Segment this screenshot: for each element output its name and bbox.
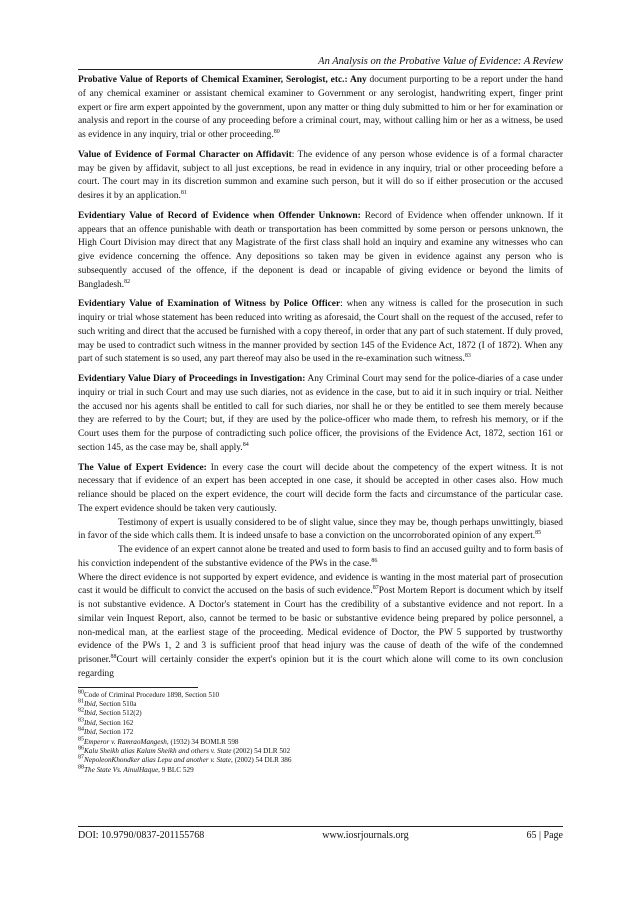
footnote-ref[interactable]: 81 bbox=[180, 189, 187, 196]
paragraph-expert-alone bbox=[78, 544, 563, 572]
footnote-number: 81 bbox=[78, 698, 84, 705]
footnote-ref[interactable]: 84 bbox=[242, 441, 249, 448]
footnote-ref[interactable]: 86 bbox=[371, 557, 378, 564]
paragraph-text: : The evidence of any person whose evidence is of a formal character may be given by affidavit, subject to all just exceptions, be read in evidence in any inquiry, trial or other proceeding before a court. The court may in its discretion summon and examine such person, but it will do so if either prosecution or the accused desires it by an application. bbox=[78, 149, 563, 201]
footnote-number: 87 bbox=[78, 754, 84, 761]
footnote-item bbox=[78, 756, 563, 765]
footnote-item bbox=[78, 728, 563, 737]
footnote-ref[interactable]: 80 bbox=[273, 128, 280, 135]
footnote-text: , (1932) 34 BOMLR 598 bbox=[166, 737, 239, 746]
section-heading: Probative Value of Reports of Chemical Examiner, Serologist, etc.: Any bbox=[78, 75, 367, 85]
footnote-item bbox=[78, 700, 563, 709]
footnote-ref[interactable]: 87 bbox=[372, 585, 379, 592]
footnote-ref[interactable]: 82 bbox=[124, 278, 131, 285]
paragraph-offender-unknown bbox=[78, 210, 563, 293]
section-heading: Value of Evidence of Formal Character on Affidavit bbox=[78, 149, 292, 160]
footnote-number: 82 bbox=[78, 707, 84, 714]
section-heading: The Value of Expert Evidence: bbox=[78, 462, 207, 473]
footnote-number: 85 bbox=[78, 736, 84, 743]
footnote-text: , 9 BLC 529 bbox=[158, 765, 194, 774]
paragraph-text: : when any witness is called for the prosecution in such inquiry or trial whose statement has been reduced into writing as aforesaid, the Court shall on the request of the accused, refer to such writing and direct that the accused be furnished with a copy thereof, in order that any part of such statement. If duly proved, may be used to contradict such witness in the manner provided by section 145 of the Evidence Act, 1872 (I of 1872). When any part of such statement is so used, any part thereof may also be used in the re-examination such witness. bbox=[78, 299, 563, 365]
footnote-case: Ibid bbox=[84, 699, 96, 708]
running-header: An Analysis on the Probative Value of Evidence: A Review bbox=[78, 56, 563, 70]
footnote-ref[interactable]: 85 bbox=[535, 530, 542, 537]
footnote-ref[interactable]: 83 bbox=[464, 353, 471, 360]
paragraph-chemical-examiner bbox=[78, 74, 563, 143]
footnote-text: , (2002) 54 DLR 386 bbox=[231, 756, 292, 765]
journal-link[interactable]: www.iosrjournals.org bbox=[322, 830, 409, 841]
paragraph-text: Any Criminal Court may send for the police-diaries of a case under inquiry or trial in such Court and may use such diaries, not as evidence in the case, but to aid it in such inquiry or trial. Neither the accused nor his agents shall be entitled to call for such diaries, nor shall he or they be entitled to see them merely because they are referred to by the Court; but, if they are used by the police-officer who made them, to refresh his memory, or if the Court uses them for the purpose of contradicting such police officer, the provisions of the Evidence Act, 1872, section 161 or section 145, as the case may be, shall apply. bbox=[78, 374, 563, 453]
section-heading: Evidentiary Value of Record of Evidence when Offender Unknown: bbox=[78, 210, 361, 221]
footnote-text: (2002) 54 DLR 502 bbox=[231, 746, 291, 755]
footnote-list bbox=[78, 691, 563, 776]
paragraph-text: Where the direct evidence is not supported by expert evidence, and evidence is wanting in the most material part of prosecution cast it would be difficult to convict the accused on the basis of such evidence. bbox=[78, 572, 563, 597]
footnote-text: , Section 512(2) bbox=[95, 709, 142, 718]
footnote-item bbox=[78, 709, 563, 718]
footnote-text: , Section 162 bbox=[95, 718, 134, 727]
paragraph-affidavit bbox=[78, 149, 563, 204]
footnote-text: Code of Criminal Procedure 1898, Section 510 bbox=[84, 690, 220, 699]
footnote-case: Ibid bbox=[84, 718, 96, 727]
footnote-item bbox=[78, 738, 563, 747]
footnote-case: The State Vs. AinulHaque bbox=[84, 765, 159, 774]
footnote-number: 80 bbox=[78, 689, 84, 696]
footnote-text: , Section 510a bbox=[95, 699, 137, 708]
paragraph-text: Record of Evidence when offender unknown. If it appears that an offence punishable with death or transportation has been committed by some person or persons unknown, the High Court Division may direct that any Magistrate of the first class shall hold an inquiry and examine any witnesses who can give evidence concerning the offence. Any depositions so taken may be given in evidence against any person who is subsequently accused of the offence, if the deponent is dead or incapable of giving evidence or beyond the limits of Bangladesh. bbox=[78, 210, 563, 290]
footnote-number: 88 bbox=[78, 764, 84, 771]
doi-text: DOI: 10.9790/0837-201155768 bbox=[78, 830, 205, 841]
paragraph-text: Testimony of expert is usually considered to be of slight value, since they may be, though perhaps unwittingly, biased in favor of the side which calls them. It is indeed unsafe to base a conviction on the uncorroborated opinion of any expert. bbox=[78, 517, 563, 542]
footnote-text: , Section 172 bbox=[95, 728, 134, 737]
paragraph-text: document purporting to be a report under the hand of any chemical examiner or assistant chemical examiner to Government or any serologist, handwriting expert, finger print expert or fire arm expert appointed by the government, upon any matter or thing duly submitted to him or her for examination or analysis and report in the course of any proceeding before a criminal court, may, without calling him or her as a witness, be used as evidence in any inquiry, trial or other proceeding. bbox=[78, 75, 563, 140]
footnote-number: 86 bbox=[78, 745, 84, 752]
paragraph-text: In every case the court will decide about the competency of the expert witness. It is not necessary that if evidence of an expert has been accepted in one case, it should be accepted in other cases also. How much reliance should be placed on the expert evidence, the court will decide form the facts and circumstance of the particular case. The expert evidence should be taken very cautiously. bbox=[78, 462, 563, 514]
footnote-item bbox=[78, 766, 563, 775]
footnote-ref[interactable]: 88 bbox=[110, 653, 117, 660]
paragraph-police-officer bbox=[78, 298, 563, 367]
section-heading: Evidentiary Value Diary of Proceedings in Investigation: bbox=[78, 374, 306, 384]
page-footer bbox=[78, 826, 563, 841]
footnote-case: Ibid bbox=[84, 709, 96, 718]
footnote-item bbox=[78, 747, 563, 756]
page-content bbox=[78, 56, 563, 775]
paragraph-expert-testimony bbox=[78, 517, 563, 545]
page-number: 65 | Page bbox=[526, 830, 563, 841]
footnote-item bbox=[78, 719, 563, 728]
footnote-case: Ibid bbox=[84, 728, 96, 737]
section-heading: Evidentiary Value of Examination of Witness by Police Officer bbox=[78, 299, 341, 310]
paragraph-text: Post Mortem Report is document which by itself is not substantive evidence. A Doctor's statement in Court has the credibility of a substantive evidence and not report. In a similar vein Inquest Report, also, cannot be termed to be basic or substantive evidence being prepared by police personnel, a non-medical man, at the earliest stage of the proceeding. Medical evidence of Doctor, the PW 5 supported by trustworthy evidence of the PWs 1, 2 and 3 is sufficient proof that head injury was the cause of death of the wife of the condemned prisoner. bbox=[78, 586, 563, 665]
footnote-divider bbox=[78, 687, 198, 688]
footnote-case: NepoleonKhondker alias Lepu and another v. State bbox=[84, 756, 231, 765]
footnote-number: 84 bbox=[78, 726, 84, 733]
paragraph-direct-evidence bbox=[78, 572, 563, 682]
paragraph-expert-evidence bbox=[78, 462, 563, 517]
paragraph-text: The evidence of an expert cannot alone be treated and used to form basis to find an accused guilty and to form basis of his conviction independent of the substantive evidence of the PWs in the case. bbox=[78, 545, 563, 569]
paragraph-text: Court will certainly consider the expert's opinion but it is the court which alone will come to its own conclusion regarding bbox=[78, 655, 563, 679]
paragraph-list bbox=[78, 74, 563, 456]
footnote-number: 83 bbox=[78, 717, 84, 724]
paragraph-diary bbox=[78, 373, 563, 456]
footnote-item bbox=[78, 691, 563, 700]
footnote-case: Emperor v. RamraoMangesh bbox=[84, 737, 167, 746]
footnote-case: Kalu Sheikh alias Kalam Sheikh and others v. State bbox=[84, 746, 232, 755]
